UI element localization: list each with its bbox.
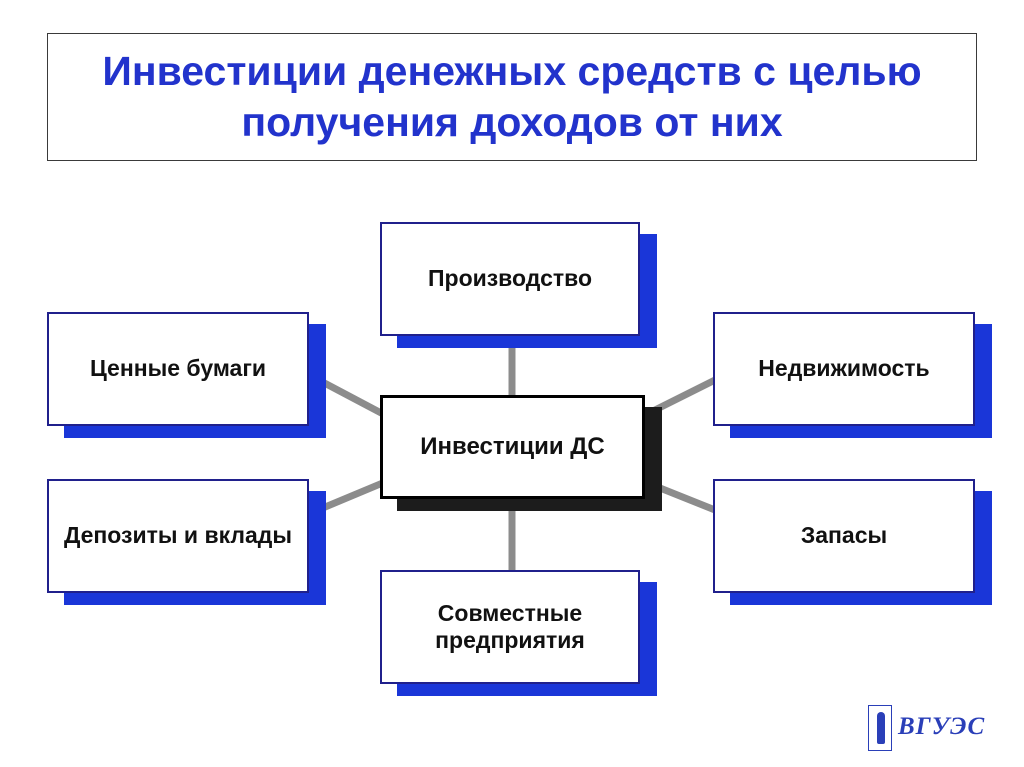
node-label: Ценные бумаги xyxy=(89,355,267,382)
node-label: Инвестиции ДС xyxy=(420,432,605,460)
node-label: Совместные предприятия xyxy=(435,599,585,653)
node-zapasy[interactable] xyxy=(713,479,975,593)
node-label: Депозиты и вклады xyxy=(63,522,293,549)
slide-title-box xyxy=(47,33,977,161)
vgues-logo xyxy=(862,703,986,755)
node-label: Недвижимость xyxy=(758,355,930,382)
page-title: Инвестиции денежных средств с целью получения доходов от них xyxy=(102,47,922,145)
node-label: Производство xyxy=(427,265,593,292)
logo-figure-icon xyxy=(868,705,892,751)
node-sovmestnye[interactable] xyxy=(380,570,640,684)
investment-diagram xyxy=(0,160,1024,700)
node-proizvodstvo[interactable] xyxy=(380,222,640,336)
logo-figure-inner-icon xyxy=(877,712,885,744)
node-cennye-bumagi[interactable] xyxy=(47,312,309,426)
node-depozity[interactable] xyxy=(47,479,309,593)
node-nedvizhimost[interactable] xyxy=(713,312,975,426)
logo-text: ВГУЭС xyxy=(898,713,986,740)
node-center-investitsii-ds[interactable] xyxy=(380,395,645,499)
node-label: Запасы xyxy=(800,522,888,549)
